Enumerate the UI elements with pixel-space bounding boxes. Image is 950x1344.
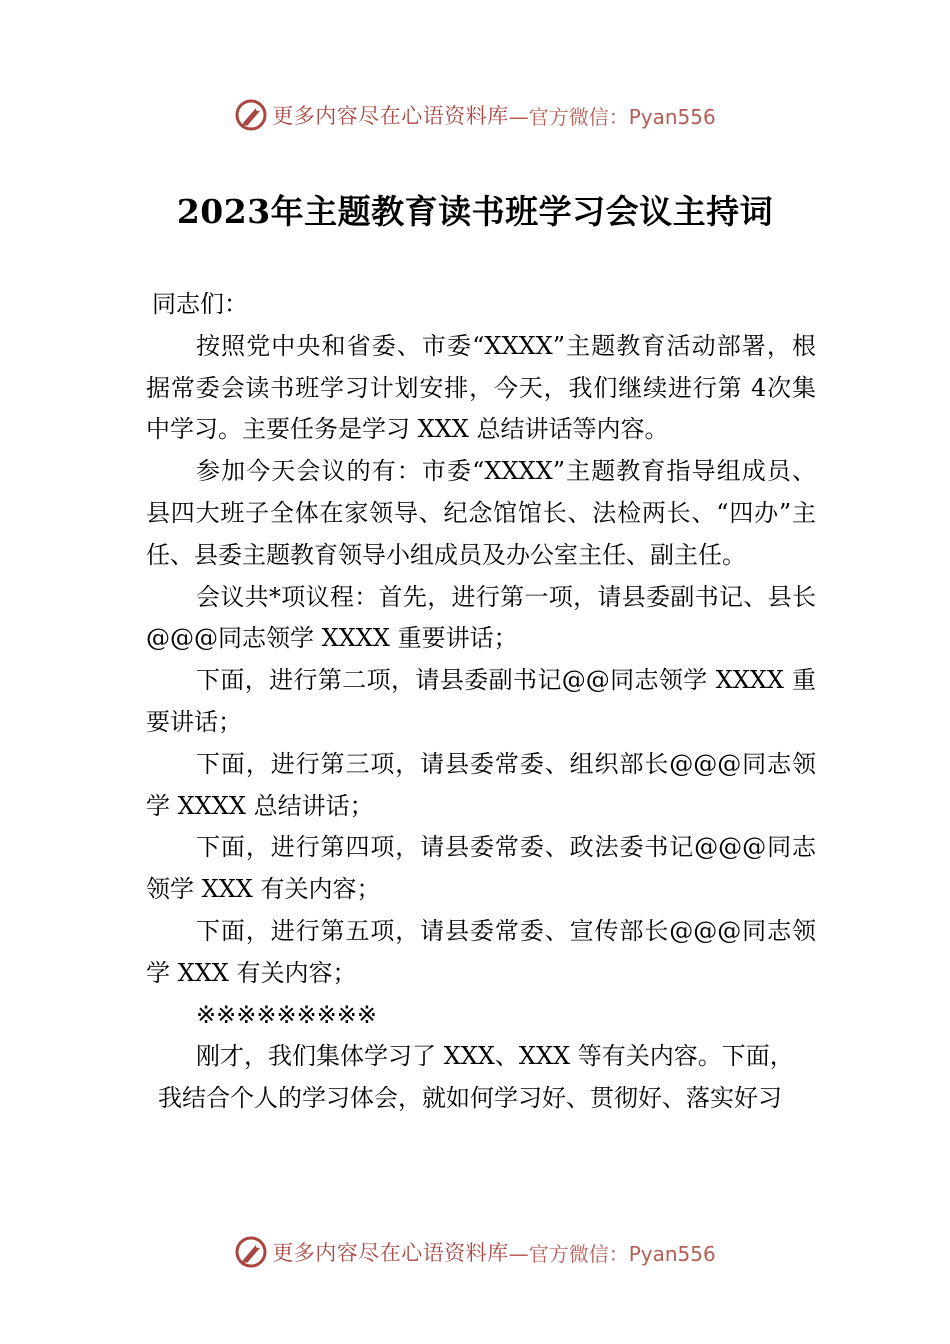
paragraph-3: 会议共*项议程：首先，进行第一项，请县委副书记、县长@@@同志领学 XXXX 重要讲话；: [146, 582, 816, 653]
watermark-brand: 更多内容尽在心语资料库: [272, 1241, 509, 1265]
watermark-header: [0, 95, 950, 135]
paragraph-8: 刚才，我们集体学习了 XXX、XXX 等有关内容。下面，: [196, 1042, 794, 1071]
paragraph-8-continued: 我结合个人的学习体会，就如何学习好、贯彻好、落实好习: [158, 1084, 782, 1113]
paragraph-1: 按照党中央和省委、市委“XXXX”主题教育活动部署，根据常委会读书班学习计划安排，今天，我们继续进行第 4次集中学习。主要任务是学习 XXX 总结讲话等内容。: [146, 331, 816, 444]
paragraph-5: 下面，进行第三项，请县委常委、组织部长@@@同志领学 XXXX 总结讲话；: [146, 749, 816, 820]
watermark-contact: —官方微信：Pyan556: [508, 1241, 716, 1266]
pen-logo-icon: [234, 1235, 268, 1269]
salutation: 同志们：: [152, 290, 248, 318]
pen-logo-icon: [234, 98, 268, 132]
watermark-footer: [0, 1232, 950, 1272]
document-body: [146, 284, 816, 1120]
separator-marks: ※※※※※※※※※: [196, 1000, 377, 1029]
paragraph-6: 下面，进行第四项，请县委常委、政法委书记@@@同志领学 XXX 有关内容；: [146, 833, 816, 904]
document-title: 2023年主题教育读书班学习会议主持词: [176, 192, 774, 231]
paragraph-7: 下面，进行第五项，请县委常委、宣传部长@@@同志领学 XXX 有关内容；: [146, 916, 816, 987]
watermark-brand: 更多内容尽在心语资料库: [272, 104, 509, 128]
paragraph-4: 下面，进行第二项，请县委副书记@@同志领学 XXXX 重要讲话；: [146, 666, 816, 736]
watermark-contact: —官方微信：Pyan556: [508, 104, 716, 129]
paragraph-2: 参加今天会议的有：市委“XXXX”主题教育指导组成员、县四大班子全体在家领导、纪念馆馆长、法检两长、“四办”主任、县委主题教育领导小组成员及办公室主任、副主任。: [146, 457, 816, 569]
